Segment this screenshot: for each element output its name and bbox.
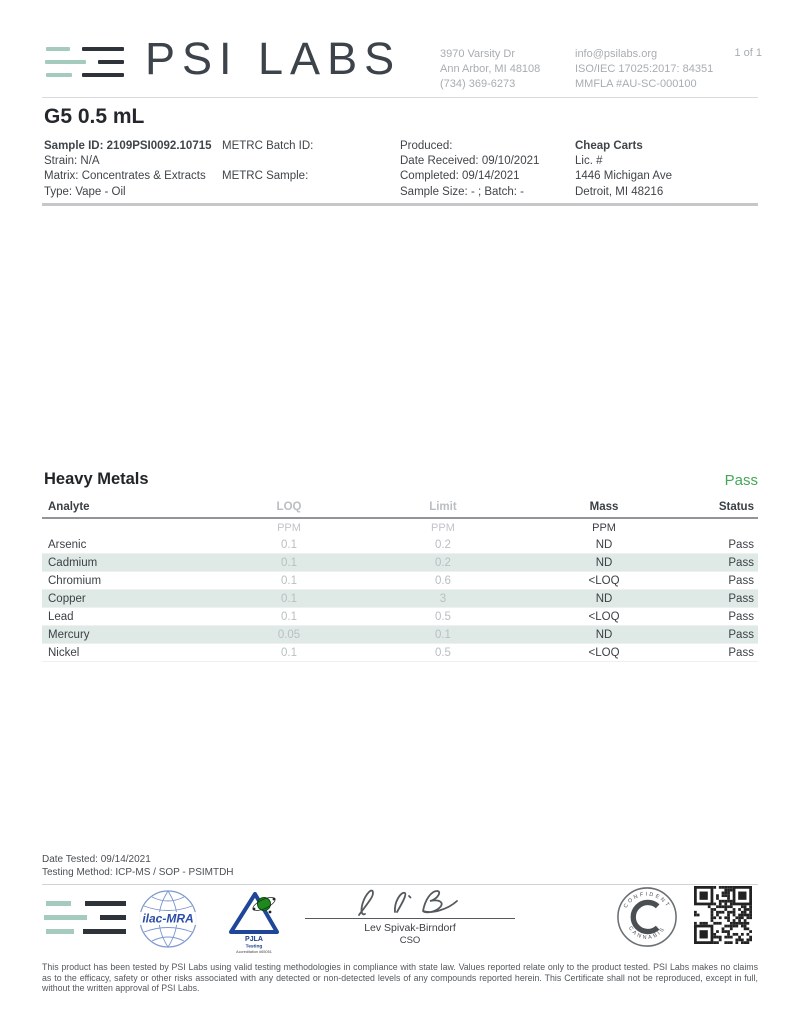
table-row [42,536,758,554]
mmfla-license: MMFLA #AU-SC-000100 [575,78,697,90]
strain: Strain: N/A [44,155,100,168]
cell-analyte: Cadmium [48,556,98,569]
section-title: Heavy Metals [44,470,149,488]
table-row [42,554,758,572]
cell-analyte: Arsenic [48,538,87,551]
unit-limit: PPM [431,521,455,534]
signer-title: CSO [399,935,421,946]
client-name: Cheap Carts [575,140,643,152]
metrc-batch-id: METRC Batch ID: [222,140,314,152]
svg-text:ilac-MRA: ilac-MRA [142,911,194,926]
unit-loq: PPM [277,521,301,534]
cell-limit: 0.2 [434,556,451,569]
lab-credentials [575,47,713,92]
cell-analyte: Mercury [48,628,90,641]
unit-mass: PPM [592,521,616,534]
matrix: Matrix: Concentrates & Extracts [44,170,206,183]
col-limit: Limit [429,501,457,513]
table-row [42,626,758,644]
heavy-metals-table [42,501,758,662]
cell-loq: 0.1 [281,592,297,605]
cell-status: Pass [728,628,754,641]
cell-status: Pass [728,610,754,623]
table-row [42,644,758,662]
cell-limit: 0.5 [434,610,451,623]
disclaimer-text: This product has been tested by PSI Labs using valid testing methodologies in compliance with state law. Values reported relate only to the product tested. PSI Labs makes no claims as to the efficacy, safety or other risks associated with any detected or non-detected levels of any compounds reported herein. This Certificate shall not be reproduced, except in full, without the written approval of PSI Labs. [42,962,758,994]
cell-mass: <LOQ [588,646,620,659]
cell-mass: <LOQ [588,610,620,623]
produced: Produced: [400,140,453,152]
sample-details [44,139,212,200]
cell-loq: 0.05 [277,628,301,641]
header-divider [42,97,758,98]
cell-status: Pass [728,556,754,569]
cell-status: Pass [728,538,754,551]
page-number: 1 of 1 [734,47,762,59]
cell-status: Pass [728,646,754,659]
ilac-mra-logo-icon [138,889,198,949]
psi-labs-footer-logo-icon [44,899,126,937]
confident-cannabis-logo-icon [616,886,678,948]
client-details [575,139,672,200]
cell-analyte: Nickel [48,646,80,659]
cell-analyte: Lead [48,610,74,623]
client-license: Lic. # [575,155,603,168]
overall-status-badge: Pass [724,472,758,489]
cell-loq: 0.1 [281,556,297,569]
lab-address [440,47,540,92]
cell-limit: 0.5 [434,646,451,659]
cell-loq: 0.1 [281,574,297,587]
signer-name: Lev Spivak-Birndorf [364,922,456,934]
sample-size: Sample Size: - ; Batch: - [400,185,524,198]
cell-analyte: Chromium [48,574,102,587]
cell-loq: 0.1 [281,538,297,551]
qr-code [694,886,752,944]
col-analyte: Analyte [48,501,90,513]
date-tested: Date Tested: 09/14/2021 [42,854,151,865]
col-loq: LOQ [276,501,302,513]
iso-accreditation: ISO/IEC 17025:2017: 84351 [575,63,714,75]
table-row [42,608,758,626]
psi-labs-logo-icon [44,46,124,80]
cell-analyte: Copper [48,592,86,605]
svg-text:CONFIDENT: CONFIDENT [622,891,672,910]
brand-name: PSI LABS [145,33,402,84]
date-completed: Completed: 09/14/2021 [400,170,520,183]
address-line1: 3970 Varsity Dr [440,48,515,60]
client-address1: 1446 Michigan Ave [575,170,672,183]
testing-info [42,853,234,879]
client-address2: Detroit, MI 48216 [575,185,664,198]
cell-loq: 0.1 [281,610,297,623]
sample-title: G5 0.5 mL [44,105,145,128]
pjla-accreditation-logo-icon [226,886,282,956]
svg-text:Accreditation #65051: Accreditation #65051 [236,950,272,954]
cell-mass: ND [595,628,613,641]
table-header-row [42,501,758,519]
cell-loq: 0.1 [281,646,297,659]
address-line2: Ann Arbor, MI 48108 [440,63,541,75]
cell-limit: 0.6 [434,574,451,587]
svg-text:PJLA: PJLA [245,936,263,943]
signature-block [305,884,515,946]
table-row [42,590,758,608]
sample-type: Type: Vape - Oil [44,185,126,198]
cell-mass: ND [595,538,613,551]
metrc-details [222,139,313,185]
table-row [42,572,758,590]
svg-text:Testing: Testing [245,944,263,950]
cell-mass: <LOQ [588,574,620,587]
heavy-metals-rows [42,536,758,662]
sample-id: Sample ID: 2109PSI0092.10715 [44,140,212,152]
cell-limit: 0.1 [434,628,451,641]
cell-status: Pass [728,592,754,605]
cell-status: Pass [728,574,754,587]
col-status: Status [718,501,754,513]
testing-method: Testing Method: ICP-MS / SOP - PSIMTDH [42,867,234,878]
cell-limit: 3 [439,592,447,605]
signature-icon [335,884,485,920]
svg-text:CANNABIS: CANNABIS [627,925,667,942]
dates-details [400,139,539,200]
cell-mass: ND [595,592,613,605]
cell-limit: 0.2 [434,538,451,551]
date-received: Date Received: 09/10/2021 [400,155,540,168]
cell-mass: ND [595,556,613,569]
metrc-sample: METRC Sample: [222,170,309,183]
phone: (734) 369-6273 [440,78,516,90]
section-divider [42,203,758,206]
signature-line [305,918,515,919]
col-mass: Mass [589,501,619,513]
units-row [42,519,758,536]
email: info@psilabs.org [575,48,658,60]
